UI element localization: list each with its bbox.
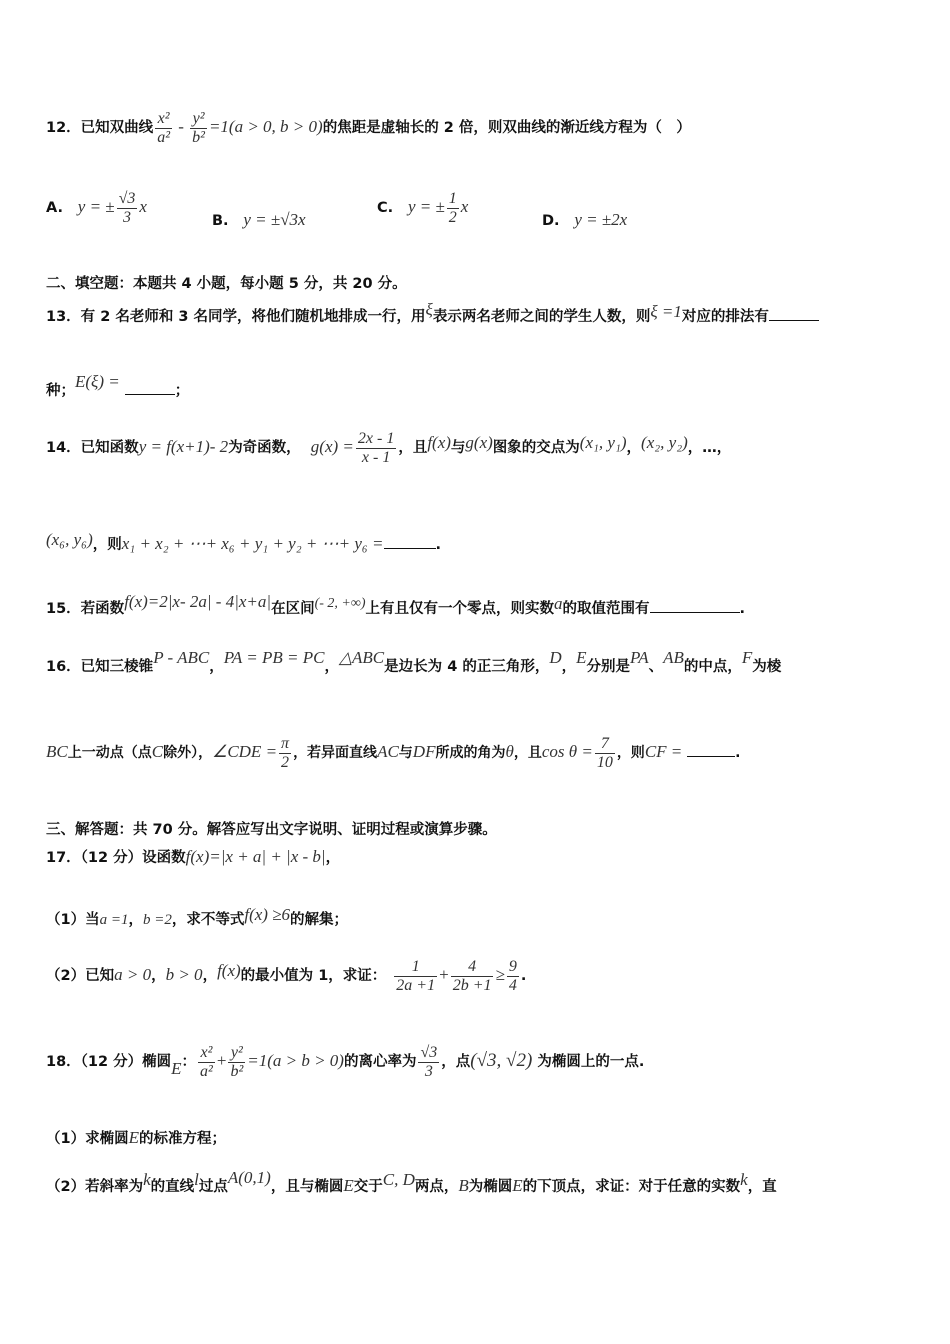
q17-part1: （1）当a =1，b =2，求不等式f(x) ≥6的解集；	[46, 905, 349, 928]
q12-frac-y: $\frac{\text{y²}}{\text{b²}}$	[192, 110, 205, 146]
q12-frac-x: $\frac{\text{x²}}{\text{a²}}$	[157, 110, 170, 146]
q13-blank-1[interactable]	[769, 320, 819, 321]
q12-suffix: 的焦距是虚轴长的 2 倍，则双曲线的渐近线方程为（ ）	[322, 120, 691, 137]
section-3-heading: 三、解答题：共 70 分。解答应写出文字说明、证明过程或演算步骤。	[46, 822, 497, 838]
q15-blank[interactable]	[650, 612, 740, 613]
q18-head: 18．（12 分）椭圆E： $\frac{\text{x²}}{\text{a²}}$ + $\frac{\text{y²}}{\text{b²}}$ =1(a > b > 0)的离心率为 $\frac{√3}{3}$ ，点(√3, √2) 为椭圆上的一点.	[46, 1044, 645, 1080]
section-2-heading: 二、填空题：本题共 4 小题，每小题 5 分，共 20 分。	[46, 276, 407, 292]
q14-line2: (x₆, y₆)，则x₁ + x₂ + ⋯+ x₆ + y₁ + y₂ + ⋯+ y₆ = .	[46, 530, 442, 553]
q12-line: 12．已知双曲线 $\frac{\text{x²}}{\text{a²}}$ - $\frac{\text{y²}}{\text{b²}}$ =1(a > 0, b > 0)的焦距是虚轴长的 2 倍，则双曲线的渐近线方程为（ ）	[46, 110, 691, 146]
q18-part1: （1）求椭圆E的标准方程；	[46, 1128, 226, 1147]
q12-option-a: A. y = ± $\frac{√3}{3}$ x	[46, 190, 147, 226]
q12-option-d: D. y = ±2x	[542, 210, 628, 229]
q16-blank[interactable]	[687, 756, 735, 757]
q16-line2: BC上一动点（点C除外），∠CDE = $\frac{\pi}{2}$ ，若异面直线AC与DF所成的角为θ，且cos θ = $\frac{7}{10}$ ，则CF = .	[46, 735, 741, 771]
q14-line1: 14．已知函数y = f(x+1)- 2为奇函数， g(x) = $\frac{2x - 1}{x - 1}$ ，且f(x)与g(x)图象的交点为(x₁, y₁)，(x₂, y₂)，…，	[46, 430, 732, 466]
q12-option-c: C. y = ± $\frac{1}{2}$ x	[377, 190, 469, 226]
q12-eq-rest: =1(a > 0, b > 0)	[208, 117, 323, 137]
q15-line: 15．若函数f(x)=2|x- 2a| - 4|x+a|在区间(- 2, +∞)上有且仅有一个零点，则实数a的取值范围有 .	[46, 592, 746, 617]
q17-head: 17．（12 分）设函数f(x)=|x + a| + |x - b|，	[46, 847, 341, 866]
q14-blank[interactable]	[384, 548, 436, 549]
q13-blank-2[interactable]	[125, 394, 175, 395]
q13-line2: 种；E(ξ) = ；	[46, 372, 190, 399]
q17-part2: （2）已知a > 0，b > 0，f(x)的最小值为 1，求证： $\frac{1}{2a +1}$ + $\frac{4}{2b +1}$ ≥ $\frac{9}{4}$ .	[46, 958, 527, 994]
q12-prefix: 12．已知双曲线	[46, 120, 154, 137]
q16-line1: 16．已知三棱锥P - ABC，PA = PB = PC，△ABC是边长为 4 的正三角形，D，E分别是PA、AB的中点，F为棱	[46, 648, 782, 675]
q13-line1: 13．有 2 名老师和 3 名同学，将他们随机地排成一行，用ξ表示两名老师之间的学生人数，则ξ =1对应的排法有	[46, 300, 819, 326]
q12-option-b: B. y = ±√3x	[212, 210, 306, 229]
q18-part2: （2）若斜率为k的直线l过点A(0,1)，且与椭圆E交于C, D两点，B为椭圆E的下顶点，求证：对于任意的实数k，直	[46, 1168, 777, 1195]
